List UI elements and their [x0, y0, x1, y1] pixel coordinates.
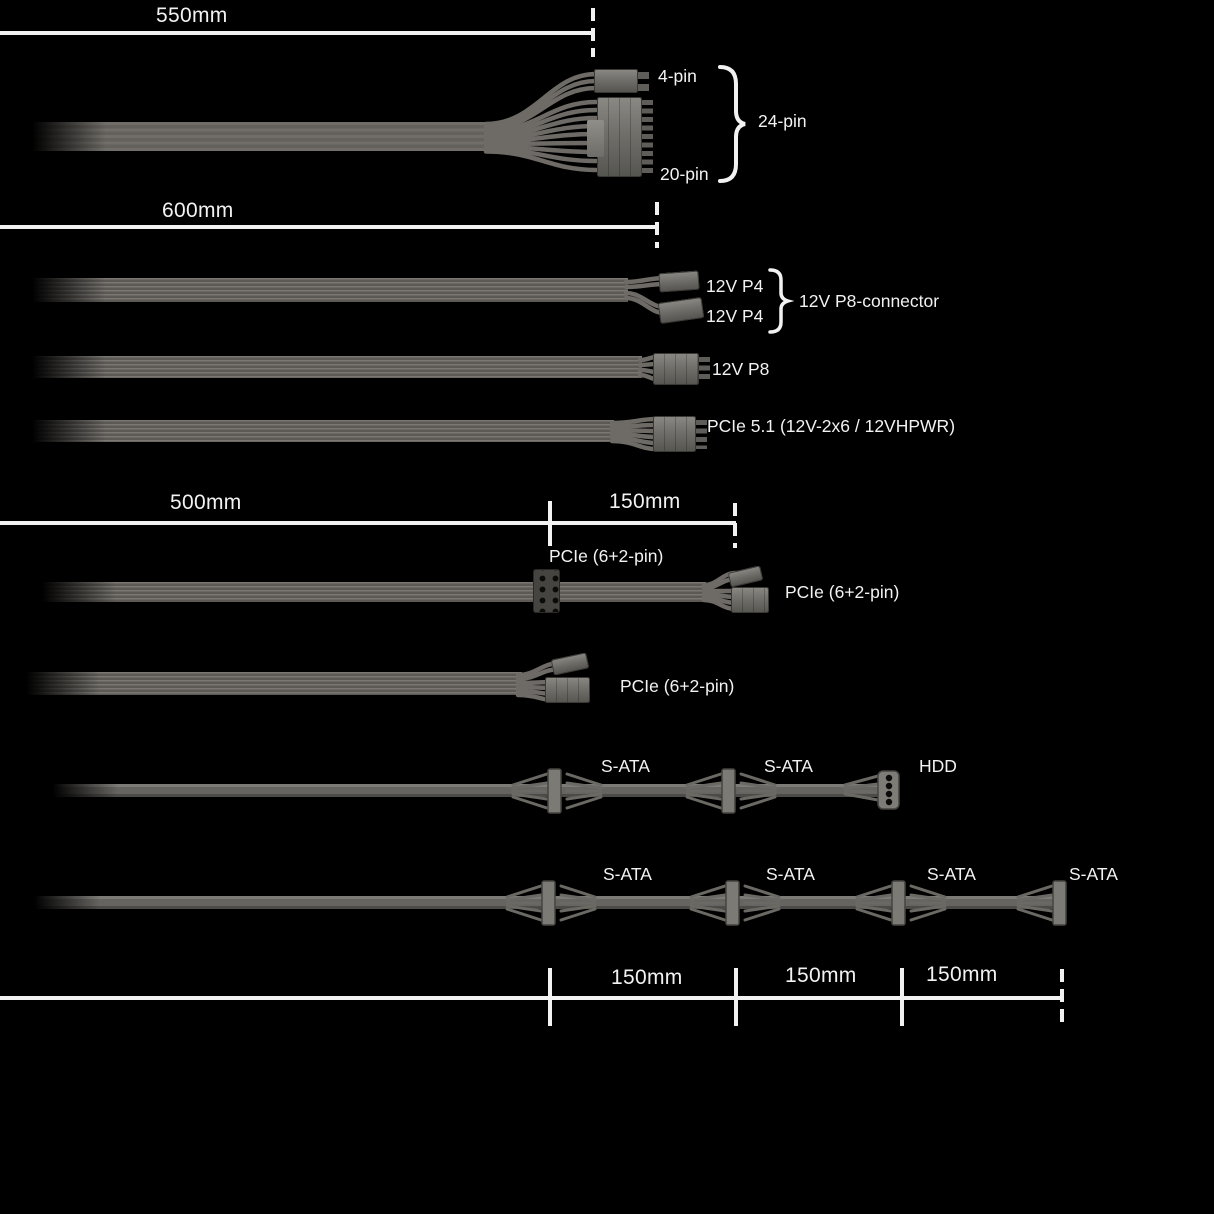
connector-12vhpwr-pins	[696, 420, 707, 449]
connector-12v-p4-top	[658, 271, 699, 293]
connector-pcie-6pin-b	[545, 677, 590, 703]
measure-150-b1-label: 150mm	[611, 966, 683, 989]
connector-sata-q3	[857, 881, 945, 925]
connector-20pin-latch	[587, 120, 604, 157]
measure-150-b3-label: 150mm	[926, 963, 998, 986]
connector-12vhpwr	[653, 416, 696, 452]
connector-pcie-6pin-a	[731, 587, 769, 613]
pcie51-fan-wires	[612, 419, 656, 449]
label-sata-q4: S-ATA	[1069, 864, 1118, 884]
measure-500-label: 500mm	[170, 491, 242, 514]
atx-fan-wires	[486, 74, 596, 170]
connector-12v-p8	[653, 353, 699, 385]
connector-sata-q4	[1018, 881, 1066, 925]
connector-20pin-pins	[642, 100, 653, 174]
label-pcie51: PCIe 5.1 (12V-2x6 / 12VHPWR)	[707, 416, 956, 436]
connector-sata-q1	[507, 881, 595, 925]
label-sata-1: S-ATA	[601, 756, 650, 776]
connector-hdd	[845, 771, 899, 809]
measure-150-end-tick	[733, 503, 737, 548]
measure-500-mid-tick	[548, 501, 552, 546]
label-12v-p8: 12V P8	[712, 359, 770, 379]
label-12v-p4-top: 12V P4	[706, 276, 764, 296]
measure-600-label: 600mm	[162, 199, 234, 222]
label-sata-q2: S-ATA	[766, 864, 815, 884]
label-pcie-mid: PCIe (6+2-pin)	[549, 546, 664, 566]
connector-4pin	[594, 69, 638, 93]
label-24pin: 24-pin	[758, 111, 807, 131]
label-sata-2: S-ATA	[764, 756, 813, 776]
measure-sata-tick3	[900, 968, 904, 1026]
measure-550-label: 550mm	[156, 4, 228, 27]
label-sata-q3: S-ATA	[927, 864, 976, 884]
connector-sata-q2	[691, 881, 779, 925]
measure-sata-tick1	[548, 968, 552, 1026]
measure-600-line	[0, 225, 656, 229]
brace-12v-p8	[766, 267, 794, 335]
label-sata-q1: S-ATA	[603, 864, 652, 884]
label-4pin: 4-pin	[658, 66, 697, 86]
label-20pin: 20-pin	[660, 164, 709, 184]
measure-sata-tick2	[734, 968, 738, 1026]
measure-550-end-tick	[591, 8, 595, 57]
label-12v-p4-bottom: 12V P4	[706, 306, 764, 326]
label-pcie-single: PCIe (6+2-pin)	[620, 676, 735, 696]
connector-12v-p8-pins	[699, 357, 710, 382]
measure-150-top-label: 150mm	[609, 490, 681, 513]
connector-4pin-pins	[638, 72, 649, 91]
measure-sata-end-tick	[1060, 969, 1064, 1026]
measure-550-line	[0, 31, 592, 35]
connector-pcie-mid	[533, 569, 560, 613]
connector-sata-1	[513, 769, 601, 813]
measure-150-b2-label: 150mm	[785, 964, 857, 987]
brace-24pin	[714, 64, 750, 184]
label-hdd: HDD	[919, 756, 957, 776]
label-pcie-end: PCIe (6+2-pin)	[785, 582, 900, 602]
connector-sata-2	[687, 769, 775, 813]
measure-600-end-tick	[655, 202, 659, 248]
measure-500-line	[0, 521, 736, 525]
label-12v-p8-connector: 12V P8-connector	[799, 291, 940, 311]
